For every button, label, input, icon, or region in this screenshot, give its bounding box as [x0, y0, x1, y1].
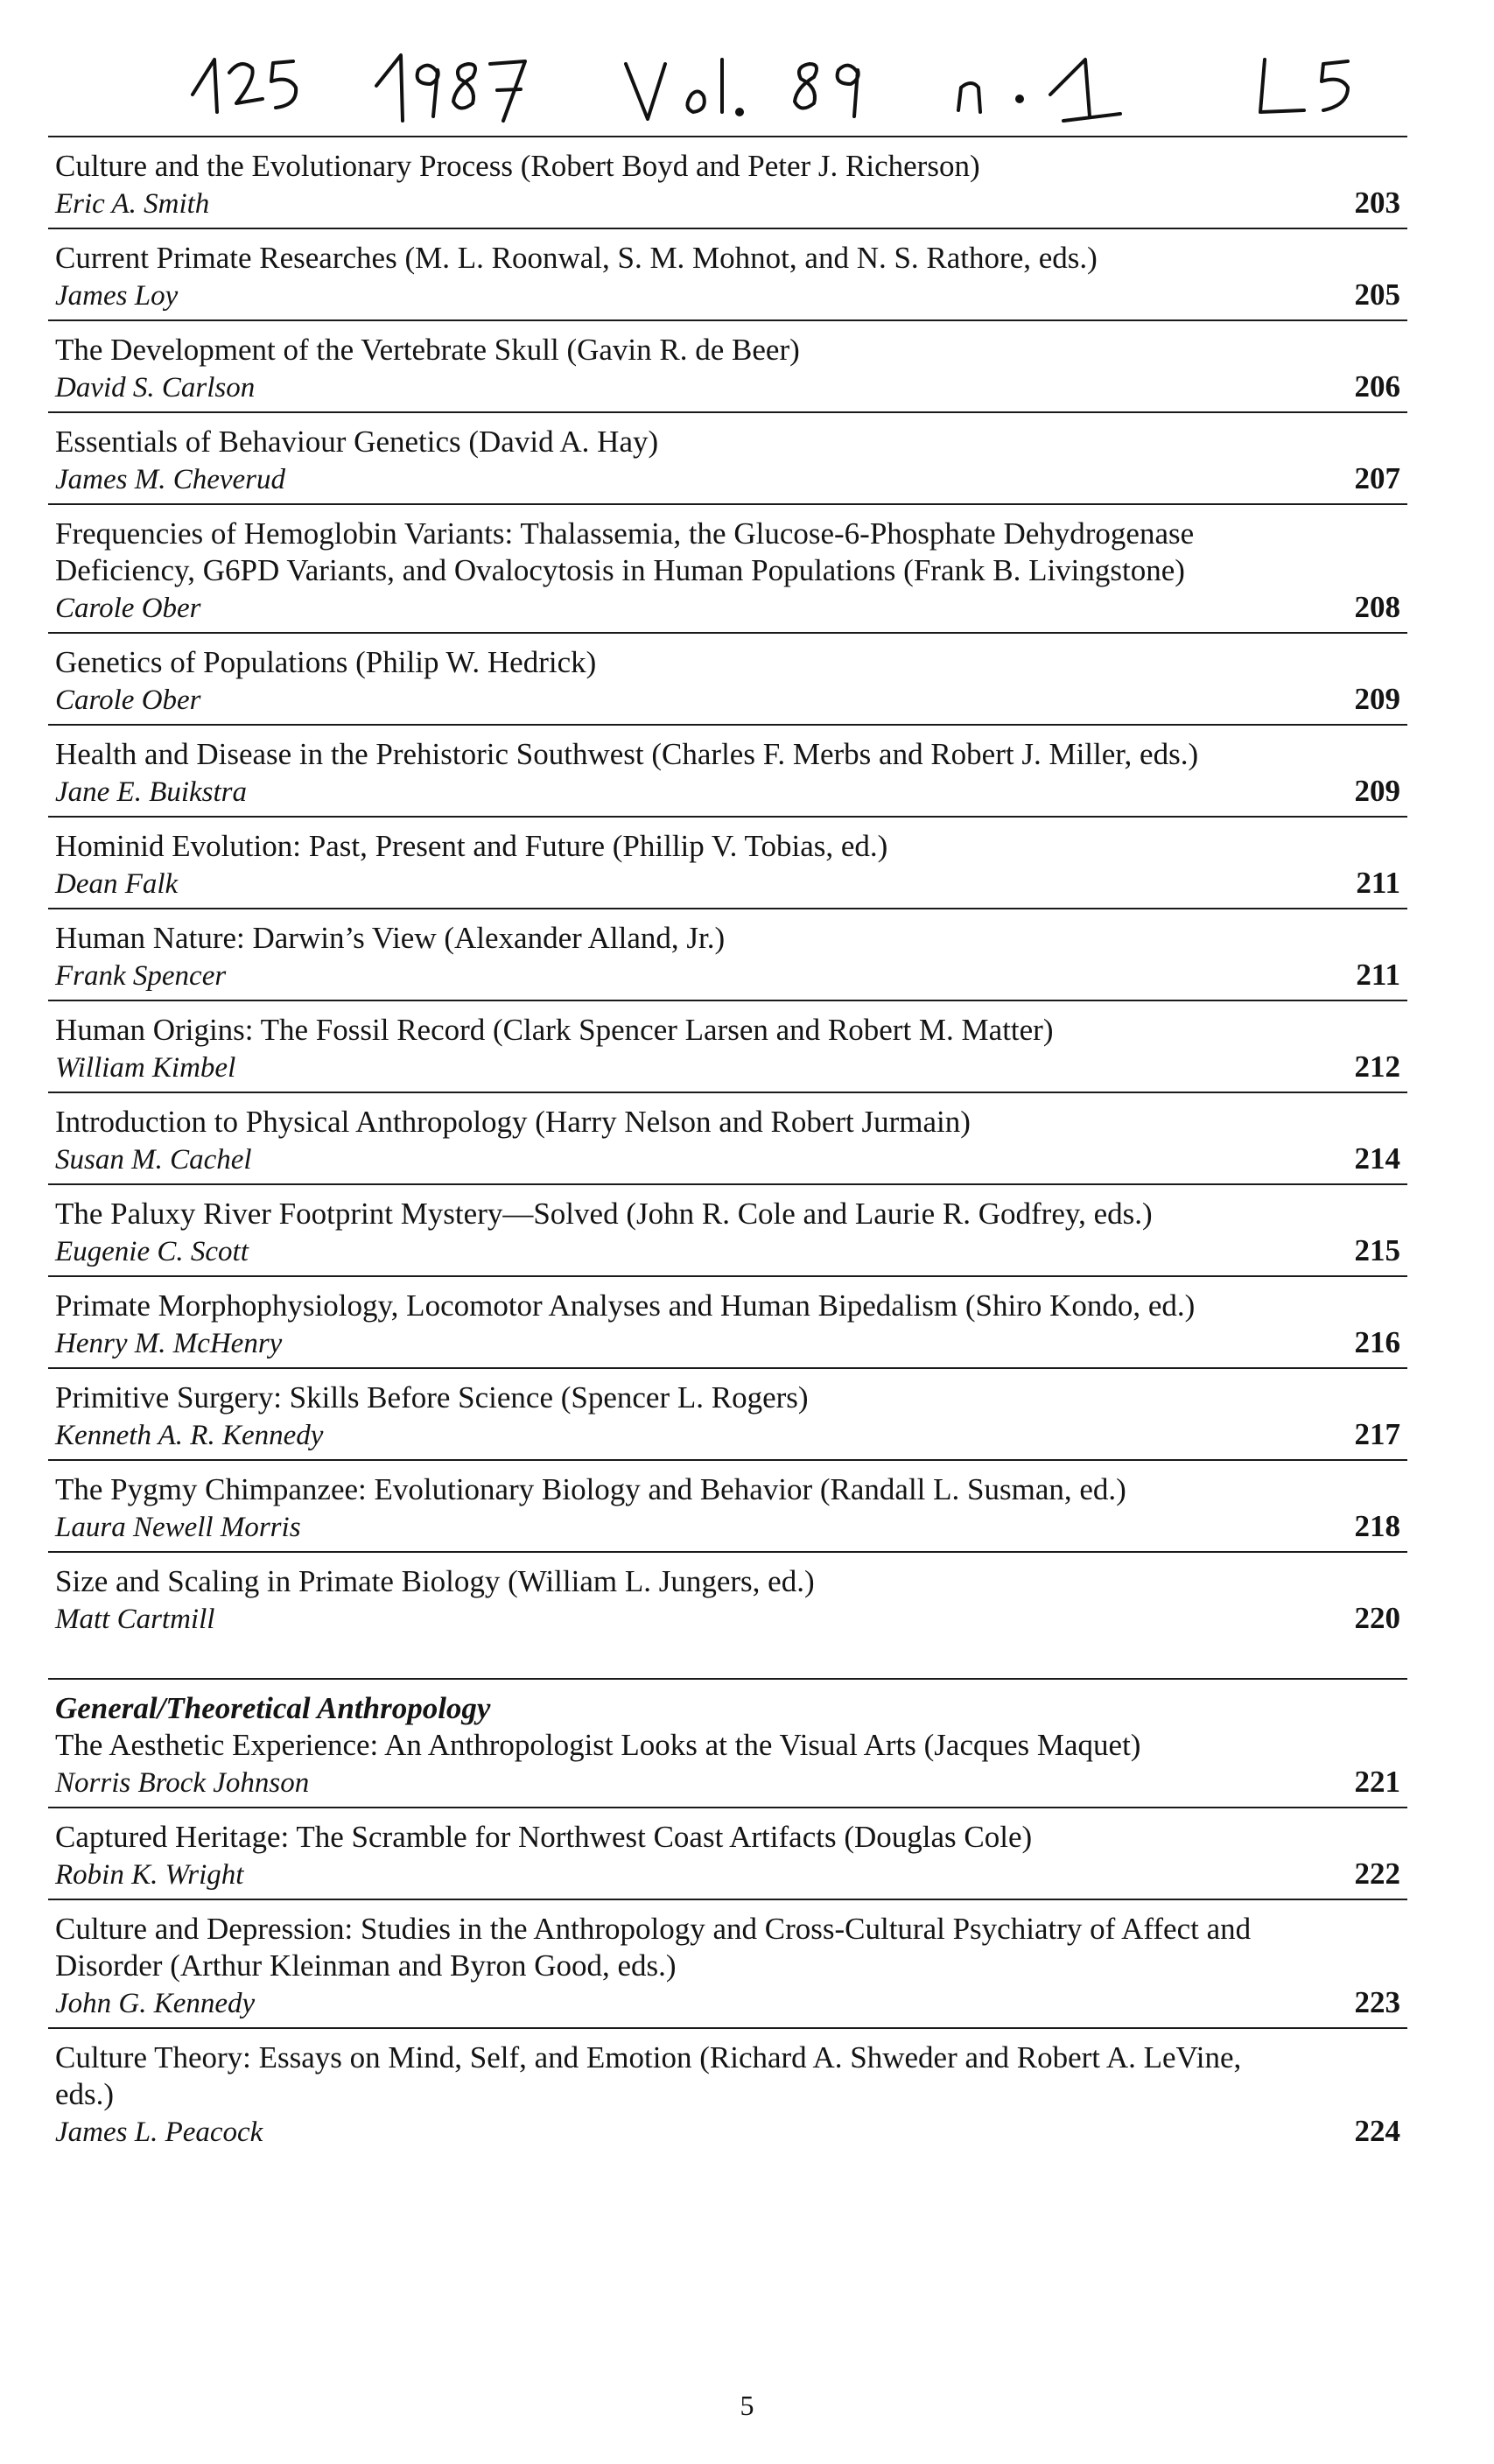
- handwritten-annotation: [175, 25, 1418, 138]
- table-of-contents: [48, 136, 1407, 2156]
- reviewer-name: James L. Peacock: [55, 2117, 263, 2148]
- section-physical-anthropology: [48, 137, 1407, 1643]
- book-title: Essentials of Behaviour Genetics (David A. Hay): [55, 425, 659, 459]
- page-number: 216: [1354, 1325, 1400, 1359]
- toc-entry: [48, 1461, 1407, 1553]
- reviewer-row: [55, 957, 1400, 994]
- toc-entry: [48, 2029, 1407, 2156]
- reviewer-row: [55, 369, 1400, 406]
- toc-entry: [48, 1093, 1407, 1185]
- book-title: Captured Heritage: The Scramble for Northwest Coast Artifacts (Douglas Cole): [55, 1820, 1033, 1854]
- book-title: The Pygmy Chimpanzee: Evolutionary Biology and Behavior (Randall L. Susman, ed.): [55, 1472, 1126, 1506]
- reviewer-name: John G. Kennedy: [55, 1988, 256, 2019]
- book-title: Health and Disease in the Prehistoric Southwest (Charles F. Merbs and Robert J. Miller, eds.): [55, 737, 1199, 771]
- page-number: 207: [1354, 461, 1400, 495]
- reviewer-name: Susan M. Cachel: [55, 1144, 252, 1176]
- book-title: Genetics of Populations (Philip W. Hedrick): [55, 645, 597, 679]
- toc-entry: [48, 229, 1407, 321]
- reviewer-row: [55, 185, 1400, 222]
- toc-entry: [48, 1680, 1407, 1808]
- book-title: Human Origins: The Fossil Record (Clark Spencer Larsen and Robert M. Matter): [55, 1013, 1054, 1047]
- book-title: Human Nature: Darwin’s View (Alexander Alland, Jr.): [55, 921, 726, 955]
- toc-entry: [48, 909, 1407, 1001]
- handwritten-call-number: [175, 25, 1418, 138]
- reviewer-name: Kenneth A. R. Kennedy: [55, 1420, 324, 1451]
- reviewer-row: [55, 277, 1400, 314]
- reviewer-name: Eric A. Smith: [55, 188, 210, 220]
- page-number: 211: [1356, 866, 1400, 900]
- reviewer-name: Norris Brock Johnson: [55, 1767, 310, 1799]
- reviewer-row: [55, 1049, 1400, 1086]
- toc-entry: [48, 726, 1407, 818]
- reviewer-name: Dean Falk: [55, 868, 179, 900]
- book-title: Primate Morphophysiology, Locomotor Analyses and Human Bipedalism (Shiro Kondo, ed.): [55, 1288, 1196, 1323]
- page-number: 209: [1354, 682, 1400, 716]
- reviewer-row: [55, 1508, 1400, 1546]
- reviewer-row: [55, 2113, 1400, 2151]
- page-number: 209: [1354, 774, 1400, 808]
- book-title: Size and Scaling in Primate Biology (William L. Jungers, ed.): [55, 1564, 815, 1598]
- book-title: Culture and the Evolutionary Process (Robert Boyd and Peter J. Richerson): [55, 149, 980, 183]
- reviewer-row: [55, 1324, 1400, 1362]
- reviewer-row: [55, 773, 1400, 811]
- page-number: 214: [1354, 1141, 1400, 1176]
- reviewer-row: [55, 1764, 1400, 1801]
- book-title: Current Primate Researches (M. L. Roonwal, S. M. Mohnot, and N. S. Rathore, eds.): [55, 241, 1098, 275]
- section-spacer: [48, 1643, 1407, 1678]
- reviewer-name: Frank Spencer: [55, 960, 227, 992]
- reviewer-name: Eugenie C. Scott: [55, 1236, 249, 1267]
- reviewer-name: David S. Carlson: [55, 372, 256, 404]
- page-number: 215: [1354, 1233, 1400, 1267]
- toc-entry: [48, 137, 1407, 229]
- reviewer-row: [55, 1416, 1400, 1454]
- reviewer-name: Laura Newell Morris: [55, 1512, 301, 1543]
- book-title: Frequencies of Hemoglobin Variants: Thalassemia, the Glucose-6-Phosphate Dehydrogenase Deficiency, G6PD Variants, and Ovalocytosis in Human Populations (Frank B. Livingstone): [55, 516, 1195, 587]
- page-number: 208: [1354, 590, 1400, 624]
- book-title: The Paluxy River Footprint Mystery—Solved (John R. Cole and Laurie R. Godfrey, eds.): [55, 1197, 1153, 1231]
- toc-entry: [48, 1900, 1407, 2029]
- toc-entry: [48, 634, 1407, 726]
- reviewer-name: Matt Cartmill: [55, 1604, 215, 1635]
- page-number: 205: [1354, 277, 1400, 312]
- section-heading: General/Theoretical Anthropology: [55, 1691, 491, 1725]
- reviewer-row: [55, 460, 1400, 498]
- toc-entry: [48, 1369, 1407, 1461]
- book-title: The Aesthetic Experience: An Anthropologist Looks at the Visual Arts (Jacques Maquet): [55, 1728, 1141, 1762]
- book-title: Primitive Surgery: Skills Before Science (Spencer L. Rogers): [55, 1380, 809, 1415]
- reviewer-row: [55, 1600, 1400, 1638]
- reviewer-name: Henry M. McHenry: [55, 1328, 283, 1359]
- toc-entry: [48, 1553, 1407, 1643]
- page-number: 206: [1354, 369, 1400, 404]
- reviewer-name: Carole Ober: [55, 593, 201, 624]
- book-title: Culture Theory: Essays on Mind, Self, and Emotion (Richard A. Shweder and Robert A. LeVine, eds.): [55, 2040, 1242, 2111]
- page-number: 224: [1354, 2114, 1400, 2148]
- reviewer-name: James Loy: [55, 280, 179, 312]
- reviewer-name: William Kimbel: [55, 1052, 236, 1084]
- reviewer-row: [55, 865, 1400, 902]
- page-number: 211: [1356, 958, 1400, 992]
- toc-entry: [48, 505, 1407, 634]
- footer-page-number: 5: [740, 2390, 754, 2421]
- page-number: 221: [1354, 1765, 1400, 1799]
- reviewer-row: [55, 1141, 1400, 1178]
- book-title: Introduction to Physical Anthropology (Harry Nelson and Robert Jurmain): [55, 1105, 971, 1139]
- page-number: 223: [1354, 1985, 1400, 2019]
- page-number: 203: [1354, 186, 1400, 220]
- toc-entry: [48, 818, 1407, 909]
- book-title: The Development of the Vertebrate Skull (Gavin R. de Beer): [55, 333, 800, 367]
- reviewer-row: [55, 1232, 1400, 1270]
- book-title: Culture and Depression: Studies in the Anthropology and Cross-Cultural Psychiatry of Affect and Disorder (Arthur Kleinman and Byron Good, eds.): [55, 1912, 1252, 1983]
- reviewer-name: Robin K. Wright: [55, 1859, 244, 1891]
- page-number: 218: [1354, 1509, 1400, 1543]
- reviewer-row: [55, 1984, 1400, 2022]
- reviewer-row: [55, 681, 1400, 719]
- page-number: 217: [1354, 1417, 1400, 1451]
- section-general-theoretical-anthropology: [48, 1680, 1407, 2156]
- toc-entry: [48, 1001, 1407, 1093]
- toc-entry: [48, 413, 1407, 505]
- toc-entry: [48, 1185, 1407, 1277]
- page-number: 212: [1354, 1049, 1400, 1084]
- page-number: 220: [1354, 1601, 1400, 1635]
- toc-entry: [48, 1277, 1407, 1369]
- toc-entry: [48, 1808, 1407, 1900]
- reviewer-row: [55, 589, 1400, 627]
- toc-entry: [48, 321, 1407, 413]
- book-title: Hominid Evolution: Past, Present and Future (Phillip V. Tobias, ed.): [55, 829, 888, 863]
- page-number: 222: [1354, 1857, 1400, 1891]
- reviewer-name: James M. Cheverud: [55, 464, 286, 495]
- reviewer-name: Carole Ober: [55, 684, 201, 716]
- reviewer-row: [55, 1856, 1400, 1893]
- reviewer-name: Jane E. Buikstra: [55, 776, 248, 808]
